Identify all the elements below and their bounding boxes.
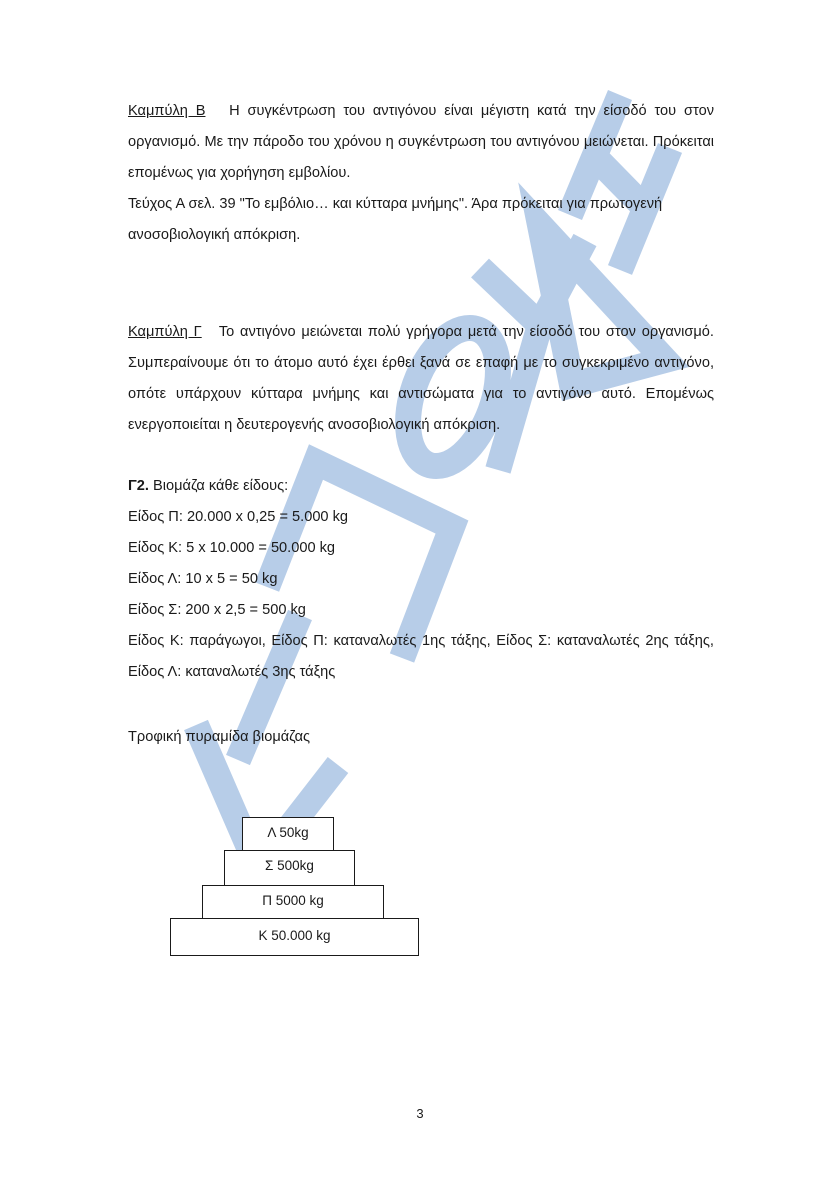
curve-c-label: Καμπύλη Γ: [128, 324, 202, 340]
curve-b-paragraph: [128, 96, 714, 189]
curve-b-label: Καμπύλη Β: [128, 103, 206, 119]
curve-c-paragraph: [128, 317, 714, 441]
curve-b-text: Η συγκέντρωση του αντιγόνου είναι μέγιστη κατά την είσοδό του στον οργανισμό. Με την πάροδο του χρόνου η συγκέντρωση του αντιγόνου μειώνεται. Πρόκειται επομένως για χορήγηση εμβολίου.: [128, 103, 714, 181]
trophic-levels-summary: Είδος Κ: παράγωγοι, Είδος Π: καταναλωτές 1ης τάξης, Είδος Σ: καταναλωτές 2ης τάξης, Είδος Λ: καταναλωτές 3ης τάξης: [128, 633, 714, 680]
biomass-item: Είδος Λ: 10 x 5 = 50 kg: [128, 571, 278, 587]
page-number: 3: [416, 1106, 424, 1121]
biomass-item: Είδος Σ: 200 x 2,5 = 500 kg: [128, 602, 306, 618]
pyramid-level-lambda: Λ 50kg: [242, 817, 334, 851]
curve-b-reference: Τεύχος Α σελ. 39 "Το εμβόλιο… και κύτταρα μνήμης". Άρα πρόκειται για πρωτογενή ανοσοβιολογική απόκριση.: [128, 196, 663, 243]
g2-heading: [128, 471, 714, 502]
pyramid-level-pi: Π 5000 kg: [202, 885, 384, 919]
g2-heading-text: Βιομάζα κάθε είδους:: [153, 478, 289, 494]
biomass-item: Είδος Κ: 5 x 10.000 = 50.000 kg: [128, 540, 336, 556]
pyramid-level-kappa: Κ 50.000 kg: [170, 918, 419, 956]
curve-c-text: Το αντιγόνο μειώνεται πολύ γρήγορα μετά την είσοδό του στον οργανισμό. Συμπεραίνουμε ότι το άτομο αυτό έχει έρθει ξανά σε επαφή με το συγκεκριμένο αντιγόνο, οπότε υπάρχουν κύτταρα μνήμης και αντισώματα για το αντιγόνο αυτό. Επομένως ενεργοποιείται η δευτερογενής ανοσοβιολογική απόκριση.: [128, 324, 714, 433]
g2-label: Γ2.: [128, 478, 149, 494]
page-content: [128, 96, 714, 753]
pyramid-level-sigma: Σ 500kg: [224, 850, 355, 886]
biomass-item: Είδος Π: 20.000 x 0,25 = 5.000 kg: [128, 509, 349, 525]
pyramid-title: Τροφική πυραμίδα βιομάζας: [128, 729, 311, 745]
